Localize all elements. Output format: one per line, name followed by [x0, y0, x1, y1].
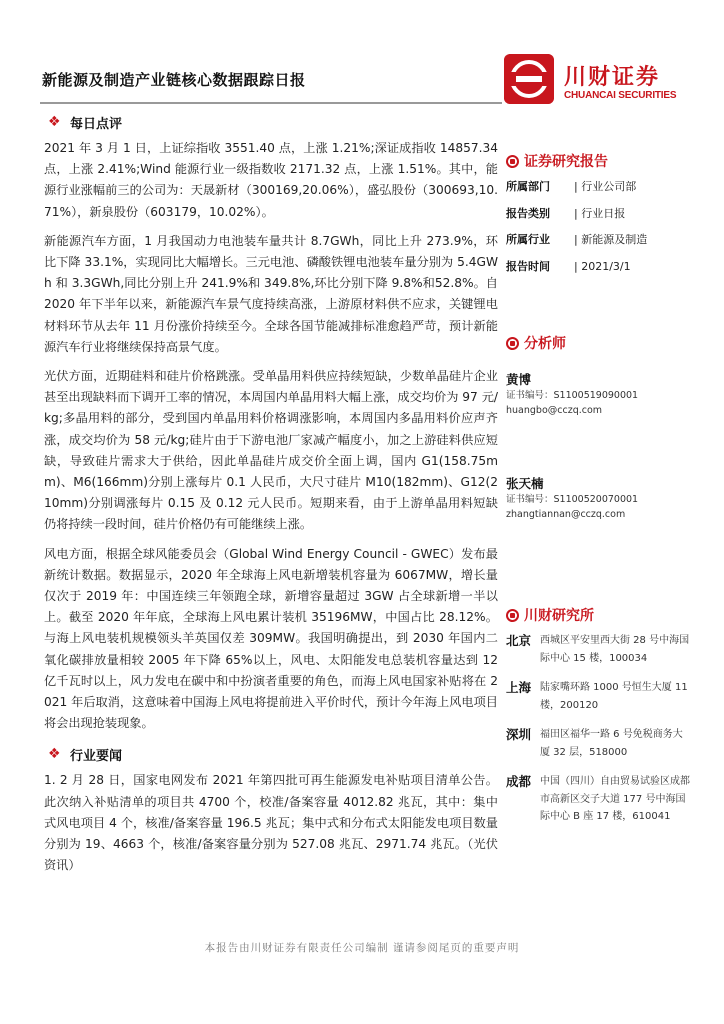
office-shenzhen — [506, 726, 692, 761]
analyst-icon — [506, 337, 519, 350]
info-value: | 2021/3/1 — [574, 259, 631, 273]
office-address: 中国（四川）自由贸易试验区成都市高新区交子大道 177 号中海国际中心 B 座 17 楼，610041 — [540, 776, 690, 823]
page-header — [40, 54, 684, 106]
office-address: 福田区福华一路 6 号免税商务大厦 32 层，518000 — [540, 729, 683, 758]
info-row — [506, 254, 692, 281]
office-city: 北京 — [506, 633, 532, 649]
info-value: | 行业公司部 — [574, 180, 637, 193]
main-content — [44, 112, 498, 877]
office-city: 上海 — [506, 680, 532, 696]
office-beijing — [506, 632, 692, 667]
report-icon — [506, 155, 519, 168]
info-value: | 行业日报 — [574, 206, 626, 220]
sidebar-heading-text: 分析师 — [524, 336, 566, 353]
sidebar-heading-text: 川财研究所 — [524, 608, 594, 625]
sidebar-heading-report — [506, 150, 692, 172]
office-city: 成都 — [506, 774, 532, 790]
info-key: 所属部门 — [506, 180, 550, 193]
section-heading-text: 每日点评 — [70, 116, 123, 132]
info-row — [506, 201, 692, 228]
diamond-bullet-icon: ❖ — [48, 114, 61, 130]
company-logo — [504, 54, 688, 106]
sidebar-heading-institute — [506, 604, 692, 626]
paragraph-pv: 光伏方面，近期硅料和硅片价格跳涨。受单晶用料供应持续短缺，少数单晶硅片企业甚至出现缺料而下调开工率的情况，本周国内单晶用料大幅上涨，成交均价为 97 元/kg;多晶用料的部分，受到国内单晶用料价格调涨影响，本周国内多晶用料价应声齐涨，成交均价为 58 元/kg;硅片由于下游电池厂家减产幅度小，加之上游硅料供应短缺，导致硅片需求大于供给，因此单晶硅片成交价全面上调，国内 G1(158.75mm)、M6(166mm)分别上涨每片 0.1 人民币，大尺寸硅片 M10(182mm)、G12(210mm)分别调涨每片 0.15 及 0.12 元人民币。短期来看，由于上游单晶用料短缺仍将持续一段时间，硅片价格仍有可能继续上涨。 — [44, 369, 498, 532]
info-row — [506, 174, 692, 201]
sidebar — [506, 150, 692, 826]
info-key: 报告时间 — [506, 259, 550, 273]
section-heading-daily-review — [44, 112, 498, 132]
office-address: 陆家嘴环路 1000 号恒生大厦 11 楼，200120 — [540, 682, 688, 711]
paragraph-news-1: 1. 2 月 28 日，国家电网发布 2021 年第四批可再生能源发电补贴项目清单公告。此次纳入补贴清单的项目共 4700 个，校准/备案容量 4012.82 兆瓦，其中：集中式风电项目 4 个，核准/备案容量 196.5 兆瓦；集中式和分布式太阳能发电项目数量分别为 19、4663 个，核准/备案容量分别为 527.08 兆瓦、2971.74 兆瓦。（光伏资讯） — [44, 773, 498, 873]
logo-text-cn: 川财证券 — [564, 65, 661, 90]
analyst-email[interactable]: huangbo@cczq.com — [506, 405, 603, 417]
analyst-cert: 证书编号：S1100519090001 — [506, 390, 639, 402]
section-heading-industry-news — [44, 744, 498, 764]
analyst-cert: 证书编号：S1100520070001 — [506, 494, 639, 506]
office-city: 深圳 — [506, 727, 532, 743]
diamond-bullet-icon: ❖ — [48, 746, 61, 763]
institute-icon — [506, 609, 519, 622]
office-chengdu — [506, 773, 692, 826]
sidebar-heading-text: 证券研究报告 — [524, 154, 608, 170]
header-divider — [40, 102, 502, 104]
section-heading-text: 行业要闻 — [70, 748, 123, 764]
info-key: 报告类别 — [506, 206, 550, 220]
analyst-email[interactable]: zhangtiannan@cczq.com — [506, 509, 626, 521]
sidebar-heading-analysts — [506, 332, 692, 354]
office-shanghai — [506, 679, 692, 714]
info-value: | 新能源及制造 — [574, 233, 648, 247]
paragraph-wind: 风电方面，根据全球风能委员会（Global Wind Energy Council - GWEC）发布最新统计数据。数据显示，2020 年全球海上风电新增装机容量为 6067MW，增长量仅次于 2019 年：中国连续三年领跑全球，新增容量超过 3GW 占全球新增一半以上。截至 2020 年年底，全球海上风电累计装机 35196MW，中国占比 28.12%。与海上风电装机规模领头羊英国仅差 309MW。我国明确提出，到 2030 年国内二氧化碳排放量相较 2005 年下降 65%以上，风电、太阳能发电总装机容量达到 12 亿千瓦时以上，风力发电在碳中和中扮演者重要的角色，而海上风电国家补贴将在 2021 年后取消，这意味着中国海上风电将提前进入平价时代，预计今年海上风电项目将会出现抢装现象。 — [44, 546, 498, 731]
info-key: 所属行业 — [506, 233, 550, 247]
office-address: 西城区平安里西大街 28 号中海国际中心 15 楼，100034 — [540, 635, 690, 664]
analyst-name: 张天楠 — [506, 476, 544, 492]
paragraph-ev: 新能源汽车方面，1 月我国动力电池装车量共计 8.7GWh，同比上升 273.9%，环比下降 33.1%，实现同比大幅增长。三元电池、磷酸铁锂电池装车量分别为 5.4GWh 和 3.3GWh,同比分别上升 241.9%和 349.8%,环比分别下降 9.8%和52.8%。自 2020 年下半年以来，新能源汽车景气度持续高涨，上游原材料供不应求，关键锂电材料环节从去年 11 月份涨价持续至今。全球各国节能减排标准愈趋严苛，预计新能源汽车行业将继续保持高景气度。 — [44, 233, 498, 354]
paragraph-market-summary: 2021 年 3 月 1 日，上证综指收 3551.40 点，上涨 1.21%;深证成指收 14857.34 点，上涨 2.41%;Wind 能源行业一级指数收 2171.32 点，上涨 1.51%。其中，能源行业涨幅前三的公司为：天晟新材（300169,20.06%），盛弘股份（300693,10.71%），新泉股份（603179，10.02%）。 — [44, 141, 498, 219]
logo-mark-icon — [504, 54, 554, 104]
footer-disclaimer: 本报告由川财证券有限责任公司编制 谨请参阅尾页的重要声明 — [204, 942, 520, 954]
report-title: 新能源及制造产业链核心数据跟踪日报 — [42, 71, 306, 89]
logo-text-en: CHUANCAI SECURITIES — [564, 90, 677, 101]
info-row — [506, 227, 692, 254]
analyst-name: 黄博 — [506, 372, 532, 388]
